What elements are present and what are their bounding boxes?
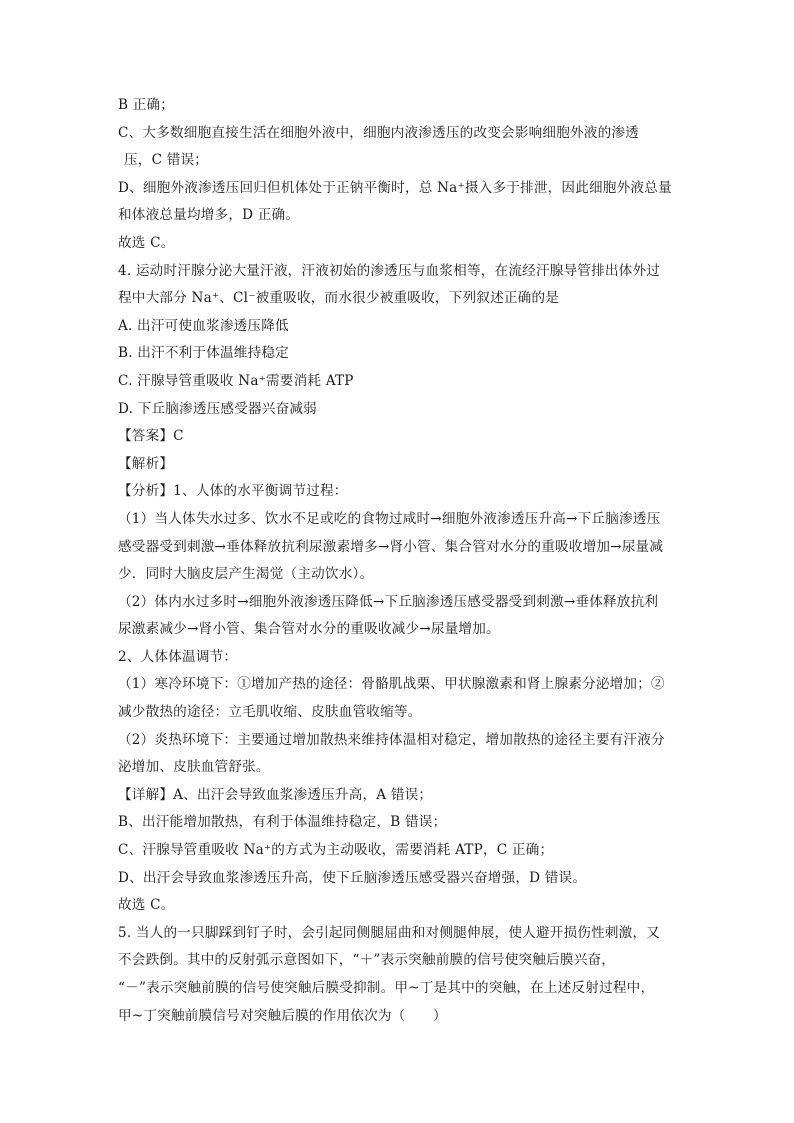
question-4-stem: 4. 运动时汗腺分泌大量汗液，汗液初始的渗透压与血浆相等，在流经汗腺导管排出体外过 [118, 262, 661, 279]
text-line: （1）当人体失水过多、饮水不足或吃的食物过咸时→细胞外液渗透压升高→下丘脑渗透压 [118, 510, 661, 527]
text-line: D、细胞外液渗透压回归但机体处于正钠平衡时，总 Na⁺摄入多于排泄，因此细胞外液总量 [118, 179, 672, 196]
text-line: 【分析】1、人体的水平衡调节过程： [118, 483, 348, 500]
question-5-stem: 甲~丁突触前膜信号对突触后膜的作用依次为（ ） [118, 1007, 447, 1024]
answer-label: 【答案】C [118, 428, 184, 445]
text-line: （1）寒冷环境下：①增加产热的途径：骨骼肌战栗、甲状腺激素和肾上腺素分泌增加；② [118, 676, 665, 693]
text-line: （2）体内水过多时→细胞外液渗透压降低→下丘脑渗透压感受器受到刺激→垂体释放抗利 [118, 593, 659, 610]
question-5-stem: “－”表示突触前膜的信号使突触后膜受抑制。甲~丁是其中的突触，在上述反射过程中， [118, 980, 655, 996]
option-a: A. 出汗可使血浆渗透压降低 [118, 317, 289, 334]
analysis-label: 【解析】 [118, 455, 174, 472]
text-line: （2）炎热环境下：主要通过增加散热来维持体温相对稳定，增加散热的途径主要有汗液分 [118, 731, 665, 748]
text-line: 压，C 错误； [124, 152, 209, 169]
text-line: 泌增加、皮肤血管舒张。 [118, 759, 270, 776]
text-line: 感受器受到刺激→垂体释放抗利尿激素增多→肾小管、集合管对水分的重吸收增加→尿量减 [118, 538, 664, 555]
text-line: 少．同时大脑皮层产生渴觉（主动饮水）。 [118, 566, 374, 583]
text-line: 减少散热的途径：立毛肌收缩、皮肤血管收缩等。 [118, 704, 422, 721]
text-line: C、大多数细胞直接生活在细胞外液中，细胞内液渗透压的改变会影响细胞外液的渗透 [118, 124, 639, 141]
text-line: C、汗腺导管重吸收 Na⁺的方式为主动吸收，需要消耗 ATP，C 正确； [118, 842, 554, 859]
question-5-stem: 5. 当人的一只脚踩到钉子时，会引起同侧腿屈曲和对侧腿伸展，使人避开损伤性刺激，又 [118, 924, 661, 941]
option-b: B. 出汗不利于体温维持稳定 [118, 345, 289, 362]
detail-label: 【详解】A、出汗会导致血浆渗透压升高，A 错误； [118, 786, 433, 803]
document-page [118, 92, 678, 1030]
text-line: 和体液总量均增多，D 正确。 [118, 207, 300, 224]
text-line: 2、人体体温调节： [118, 648, 238, 665]
text-line: 故选 C。 [118, 897, 175, 914]
text-line: 故选 C。 [118, 234, 175, 251]
text-line: B、出汗能增加散热，有利于体温维持稳定，B 错误； [118, 814, 447, 831]
option-c: C. 汗腺导管重吸收 Na⁺需要消耗 ATP [118, 372, 354, 389]
option-d: D. 下丘脑渗透压感受器兴奋减弱 [118, 400, 317, 417]
text-line: 尿激素减少→肾小管、集合管对水分的重吸收减少→尿量增加。 [118, 621, 500, 638]
text-line: D、出汗会导致血浆渗透压升高，使下丘脑渗透压感受器兴奋增强，D 错误。 [118, 869, 587, 886]
question-5-stem: 不会跌倒。其中的反射弧示意图如下，“＋”表示突触前膜的信号使突触后膜兴奋， [118, 952, 616, 969]
text-line: B 正确； [118, 97, 175, 113]
question-4-stem: 程中大部分 Na⁺、Cl⁻被重吸收，而水很少被重吸收，下列叙述正确的是 [118, 290, 560, 307]
